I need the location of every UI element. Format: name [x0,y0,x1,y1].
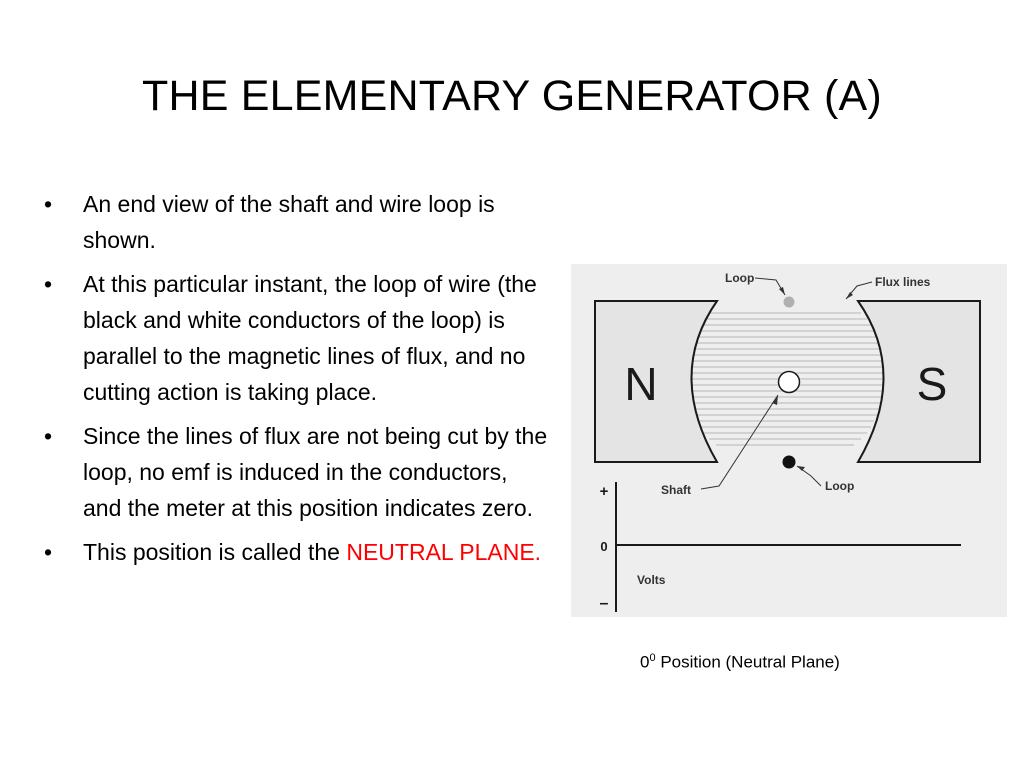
bullet-text-3: Since the lines of flux are not being cut by the loop, no emf is induced in the conductors, and the meter at this position indicates zero. [83,423,548,521]
shaft-label: Shaft [661,483,691,497]
plus-label: + [599,483,609,500]
caption-base: 0 [640,652,650,672]
north-label: N [624,358,658,410]
bullet-text-4: This position is called the [83,539,347,565]
generator-diagram-svg [571,264,1007,617]
zero-label: 0 [600,539,608,554]
south-label: S [916,358,948,410]
white-conductor [784,297,795,308]
volts-label: Volts [637,573,666,587]
loop-bottom-label: Loop [825,479,855,493]
slide-title: THE ELEMENTARY GENERATOR (A) [142,72,882,120]
bullet-list [44,186,548,578]
bullet-text-1: An end view of the shaft and wire loop is shown. [83,191,495,253]
black-conductor [783,456,796,469]
bullet-item-4 [44,534,548,570]
neutral-plane-highlight: NEUTRAL PLANE. [346,539,542,565]
flux-lines-label: Flux lines [875,275,931,289]
minus-label: – [599,595,609,612]
bullet-item-3 [44,418,548,526]
bullet-text-2: At this particular instant, the loop of wire (the black and white conductors of the loop) is parallel to the magnetic lines of flux, and no cutting action is taking place. [83,271,537,405]
figure-caption [640,647,890,674]
loop-top-label: Loop [725,271,755,285]
generator-diagram [571,264,1007,617]
bullet-item-1 [44,186,548,258]
bullet-item-2 [44,266,548,410]
caption-superscript: 0 [649,652,656,664]
shaft-circle [779,372,800,393]
caption-text: Position (Neutral Plane) [655,652,840,672]
